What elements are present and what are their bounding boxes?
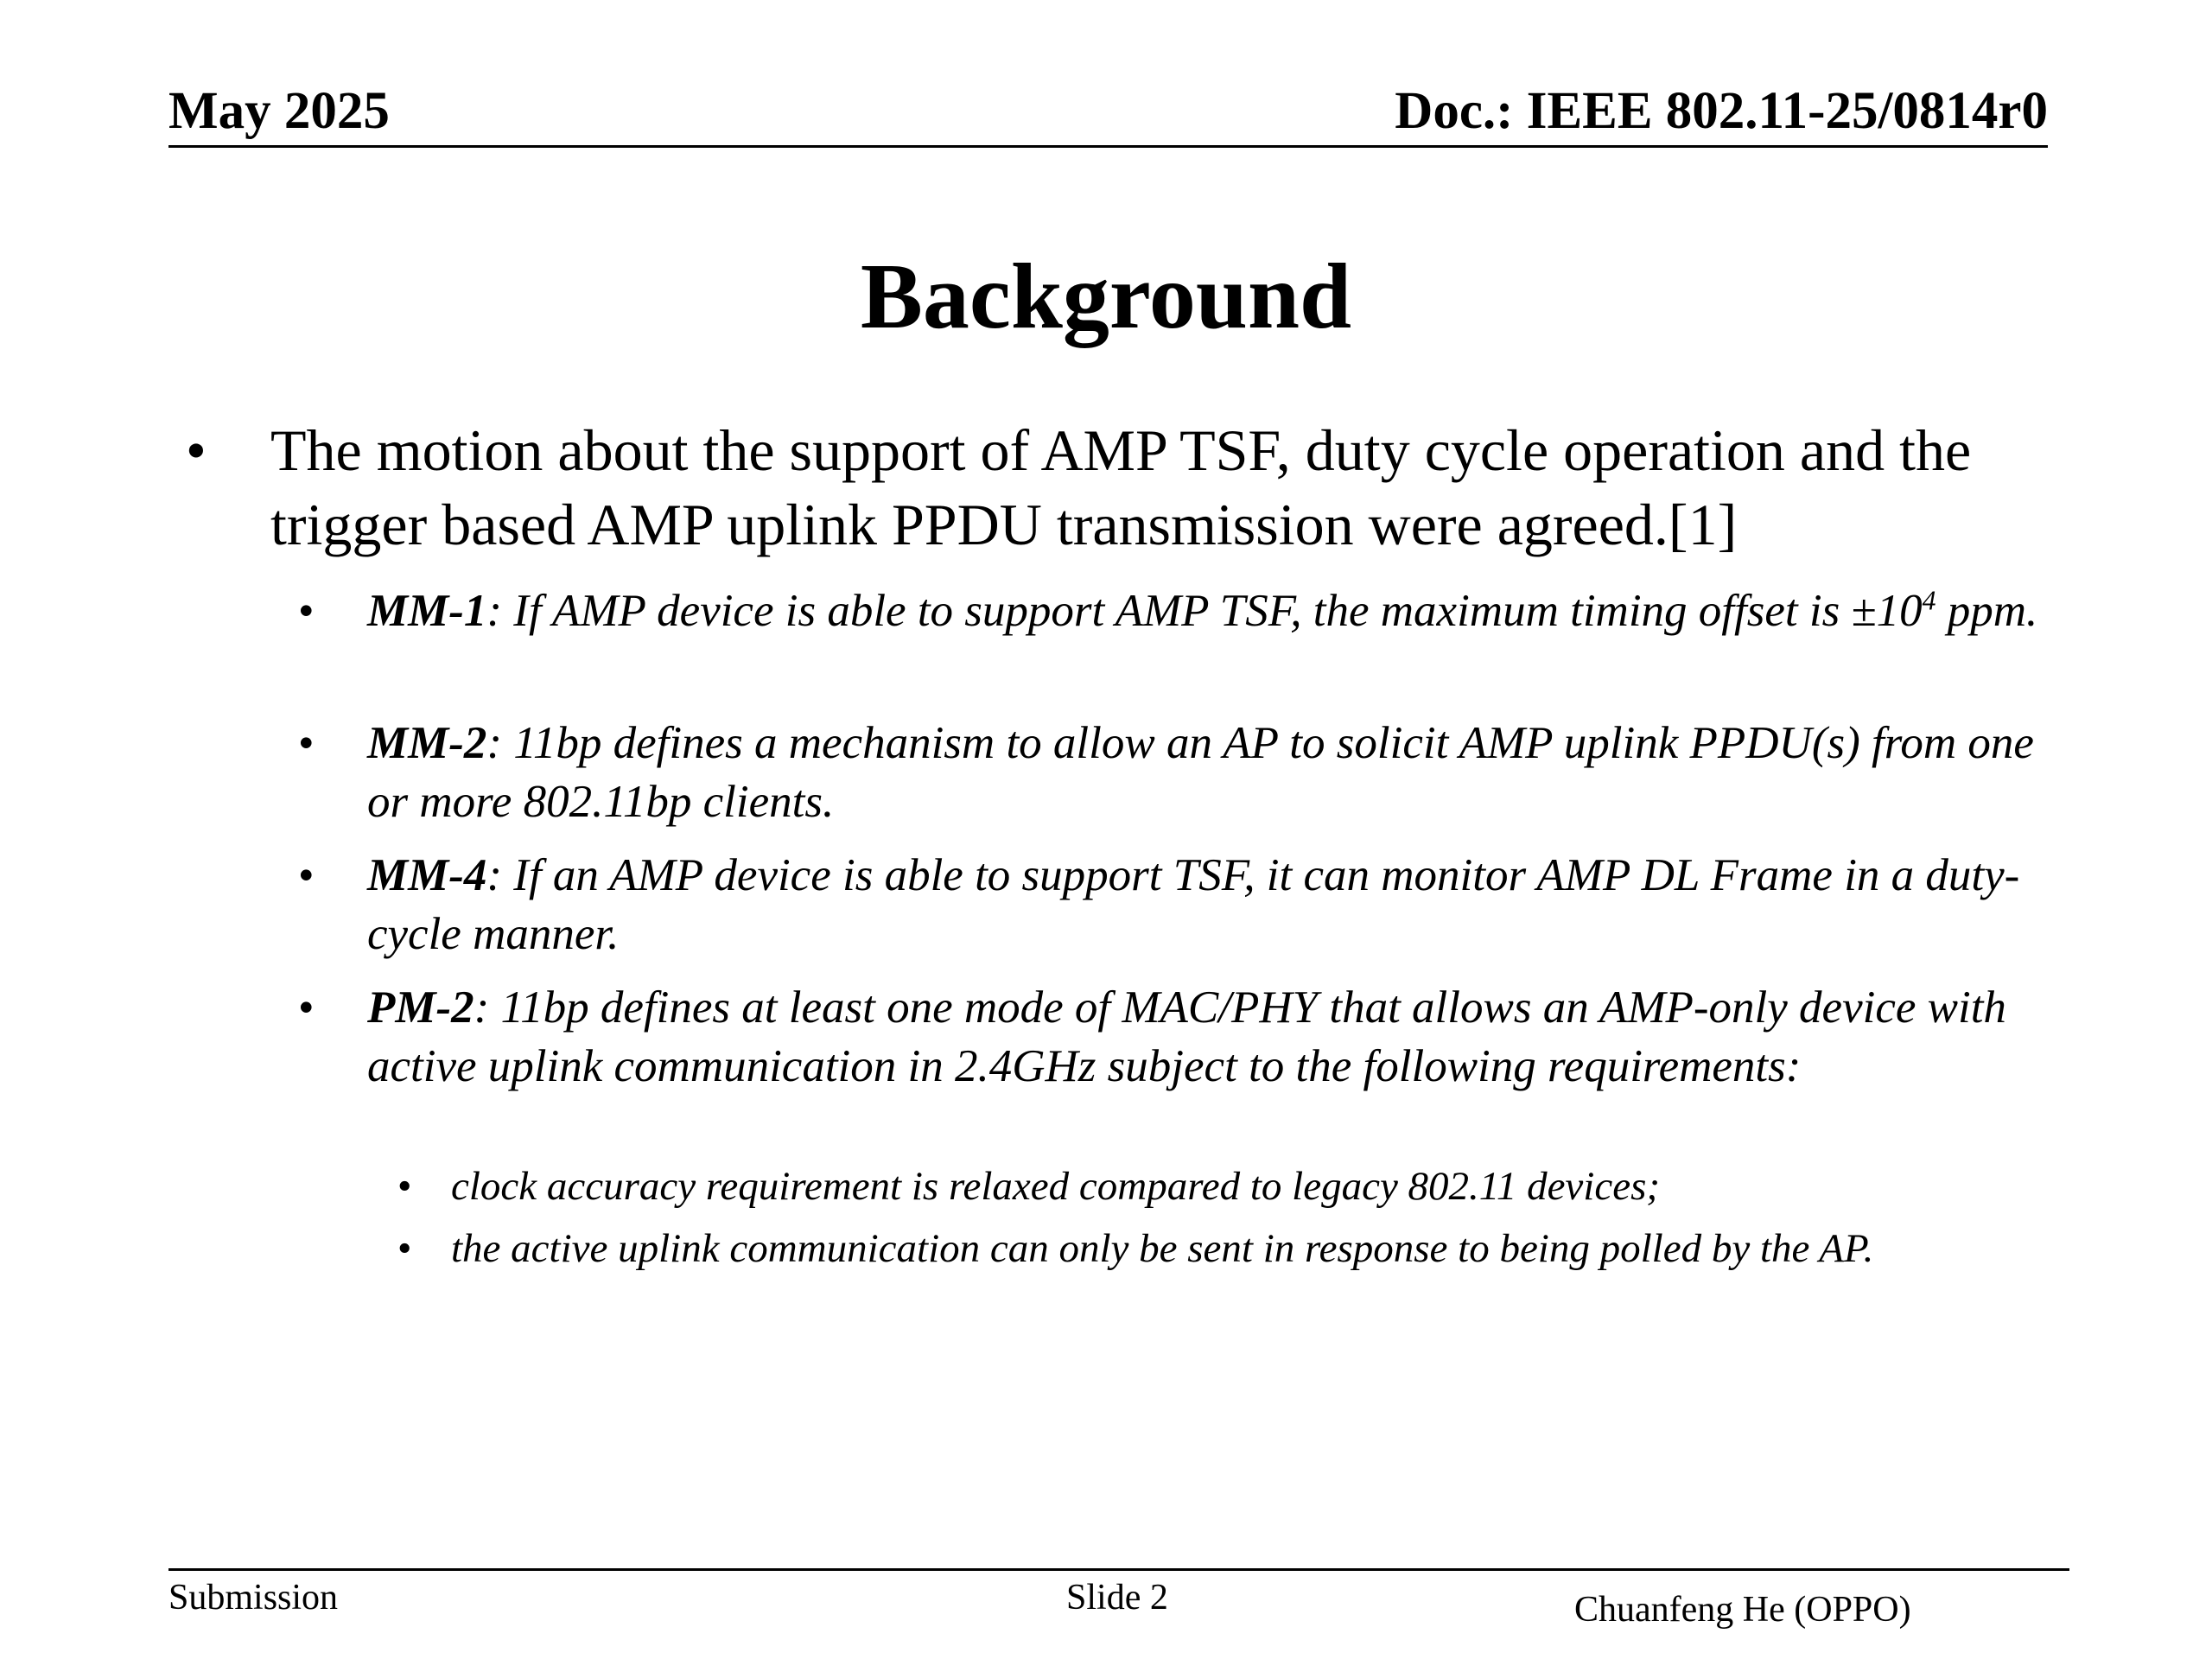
slide-title: Background	[860, 245, 1352, 348]
bullet-marker: •	[298, 982, 315, 1033]
header-divider	[168, 145, 2048, 148]
motion-text-end: ppm.	[1936, 586, 2038, 636]
header-date: May 2025	[168, 82, 390, 140]
motion-item-mm-1	[367, 582, 2044, 640]
motion-item-mm-2	[367, 714, 2044, 831]
requirement-item: clock accuracy requirement is relaxed compared to legacy 802.11 devices;	[451, 1164, 1661, 1209]
footer-slide-number: Slide 2	[1066, 1578, 1168, 1618]
motion-text: : 11bp defines a mechanism to allow an AP to solicit AMP uplink PPDU(s) from one or more 802.11bp clients.	[367, 718, 2034, 827]
motion-item-mm-4	[367, 846, 2044, 963]
motion-text: : If AMP device is able to support AMP TSF, the maximum timing offset is ±10	[486, 586, 1923, 636]
motion-item-pm-2	[367, 978, 2044, 1096]
footer-author: Chuanfeng He (OPPO)	[1574, 1590, 1911, 1630]
requirement-item: the active uplink communication can only be sent in response to being polled by the AP.	[451, 1226, 1874, 1271]
bullet-marker: •	[397, 1226, 412, 1271]
motion-text: : 11bp defines at least one mode of MAC/PHY that allows an AMP-only device with active uplink communication in 2.4GHz subject to the following requirements:	[367, 982, 2006, 1091]
bullet-marker: •	[298, 718, 315, 768]
motion-superscript: 4	[1922, 585, 1936, 616]
header-doc-id: Doc.: IEEE 802.11-25/0814r0	[1395, 82, 2048, 140]
motion-label: MM-4	[367, 850, 487, 900]
motion-label: MM-1	[367, 586, 487, 636]
footer-submission: Submission	[168, 1578, 339, 1618]
main-bullet-text: The motion about the support of AMP TSF, duty cycle operation and the trigger based AMP uplink PPDU transmission were agreed.[1]	[270, 417, 1972, 557]
motion-label: PM-2	[367, 982, 474, 1033]
motion-label: MM-2	[367, 718, 487, 768]
bullet-marker: •	[298, 850, 315, 900]
bullet-marker: •	[397, 1164, 412, 1209]
bullet-marker: •	[298, 586, 315, 636]
motion-text: : If an AMP device is able to support TSF, it can monitor AMP DL Frame in a duty-cycle manner.	[367, 850, 2020, 959]
bullet-marker: •	[186, 417, 207, 483]
footer-divider	[168, 1568, 2069, 1571]
